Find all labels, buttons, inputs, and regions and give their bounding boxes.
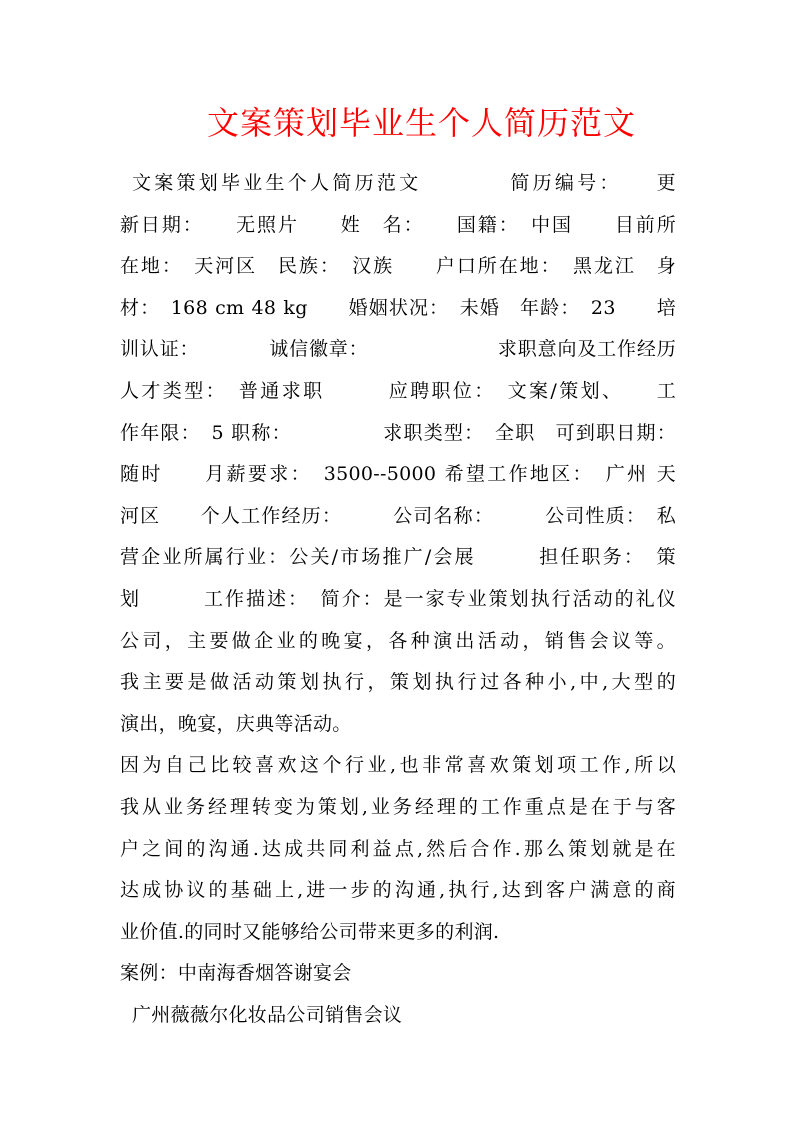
resume-line-15: 因为自己比较喜欢这个行业,也非常喜欢策划项工作,所以 bbox=[120, 754, 676, 777]
resume-line-14: 演出，晚宴，庆典等活动。 bbox=[120, 712, 352, 735]
resume-line-20: 案例：中南海香烟答谢宴会 bbox=[120, 962, 352, 985]
resume-line-11: 划 工作描述： 简介：是一家专业策划执行活动的礼仪 bbox=[120, 587, 676, 610]
resume-line-4: 材： 168 cm 48 kg 婚姻状况： 未婚 年龄： 23 培 bbox=[120, 296, 676, 319]
resume-line-2: 新日期： 无照片 姓 名： 国籍： 中国 目前所 bbox=[120, 213, 676, 236]
resume-line-16: 我从业务经理转变为策划,业务经理的工作重点是在于与客 bbox=[120, 795, 676, 818]
resume-line-6: 人才类型： 普通求职 应聘职位： 文案/策划、 工 bbox=[120, 379, 676, 402]
resume-line-5: 训认证： 诚信徽章： 求职意向及工作经历 bbox=[120, 338, 676, 361]
resume-line-9: 河区 个人工作经历： 公司名称： 公司性质： 私 bbox=[120, 504, 676, 527]
resume-line-8: 随时 月薪要求： 3500--5000 希望工作地区： 广州 天 bbox=[120, 463, 676, 486]
document-title: 文案策划毕业生个人简历范文 bbox=[207, 104, 637, 142]
resume-line-21: 广州薇薇尔化妆品公司销售会议 bbox=[132, 1003, 403, 1026]
resume-line-10: 营企业所属行业：公关/市场推广/会展 担任职务： 策 bbox=[120, 546, 676, 569]
resume-line-13: 我主要是做活动策划执行，策划执行过各种小,中,大型的 bbox=[120, 671, 676, 694]
resume-line-1: 文案策划毕业生个人简历范文 简历编号： 更 bbox=[132, 172, 676, 194]
resume-line-17: 户之间的沟通.达成共同利益点,然后合作.那么策划就是在 bbox=[120, 837, 676, 860]
resume-line-18: 达成协议的基础上,进一步的沟通,执行,达到客户满意的商 bbox=[120, 879, 676, 902]
resume-line-12: 公司，主要做企业的晚宴，各种演出活动，销售会议等。 bbox=[120, 629, 676, 652]
resume-body bbox=[120, 163, 676, 1036]
resume-line-3: 在地： 天河区 民族： 汉族 户口所在地： 黑龙江 身 bbox=[120, 255, 676, 278]
resume-line-19: 业价值.的同时又能够给公司带来更多的利润. bbox=[120, 920, 500, 943]
resume-line-7: 作年限： 5 职称： 求职类型： 全职 可到职日期： bbox=[120, 421, 676, 444]
